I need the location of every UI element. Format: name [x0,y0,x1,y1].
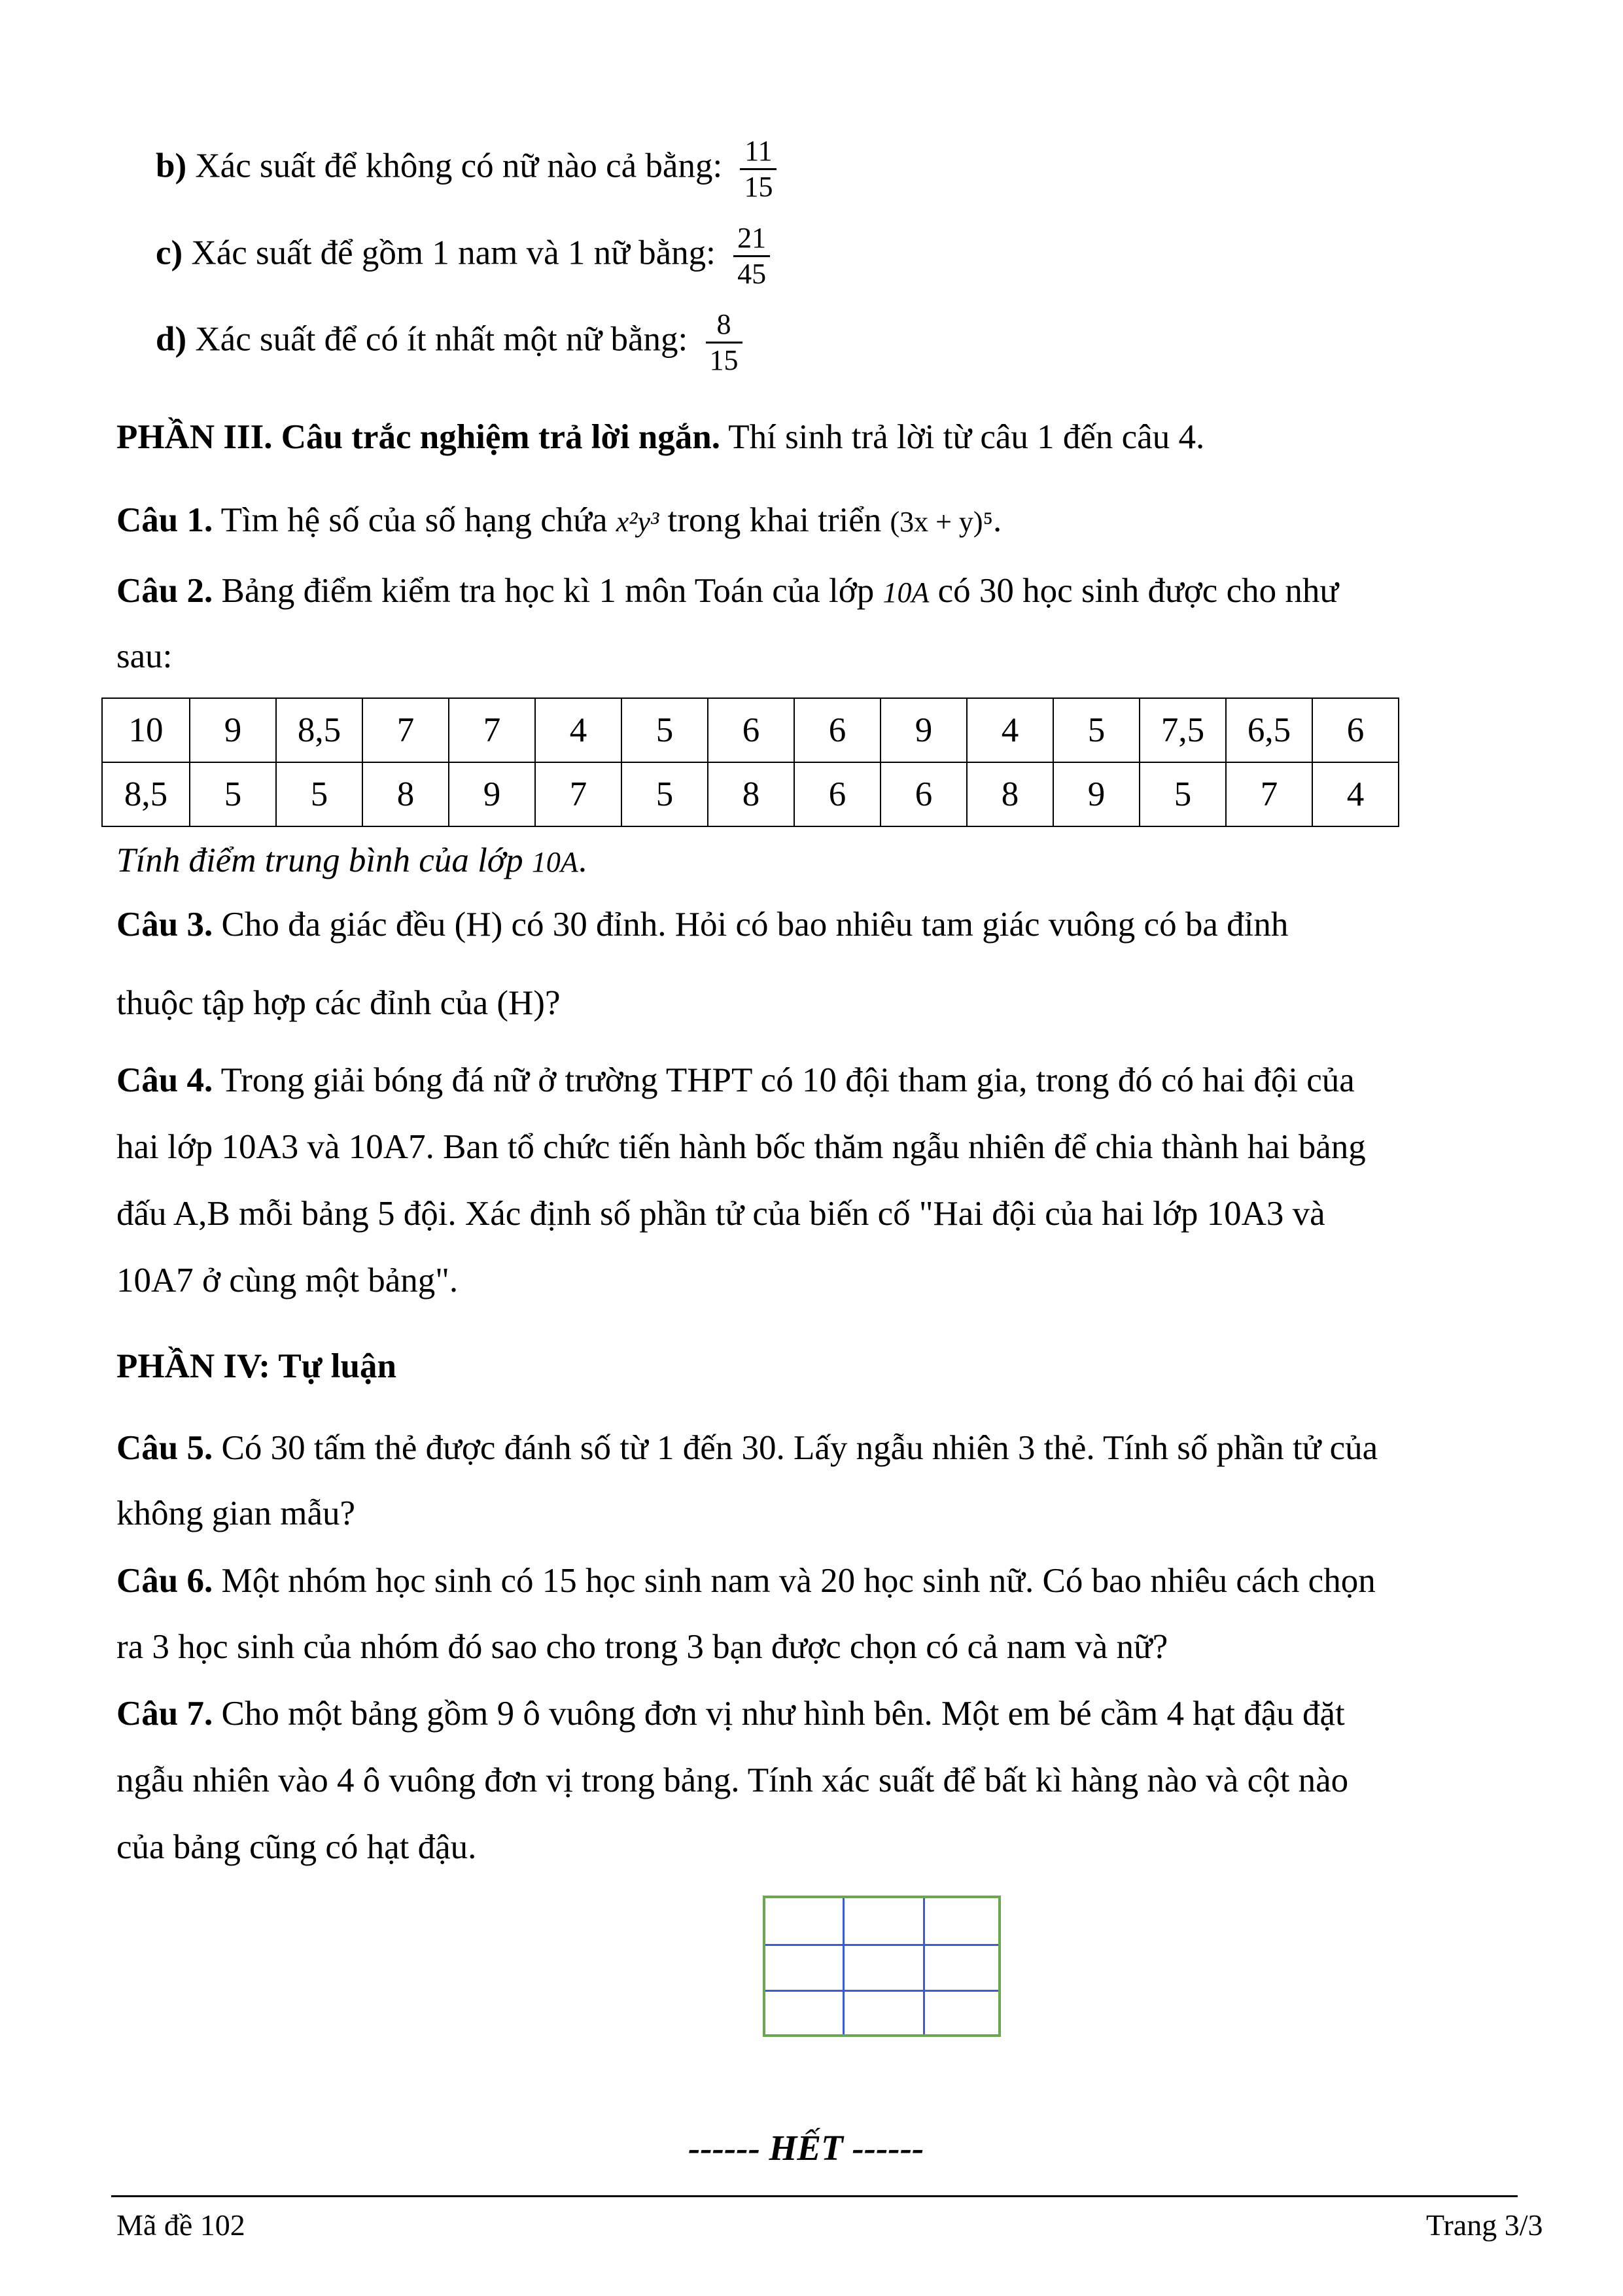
question-2 [116,569,1338,614]
question-text: có 30 học sinh được cho như [937,572,1339,610]
table-cell: 5 [621,698,708,762]
answer-d-text: Xác suất để có ít nhất một nữ bằng: [195,320,688,359]
fraction-denominator: 15 [706,342,742,378]
question-7 [116,1692,1345,1735]
question-text: Có 30 tấm thẻ được đánh số từ 1 đến 30. Lấy ngẫu nhiên 3 thẻ. Tính số phần tử của [221,1429,1378,1467]
table-cell: 6 [881,762,967,826]
fraction-denominator: 45 [733,255,770,291]
math-term: x²y³ [616,506,659,538]
table-cell: 8 [362,762,449,826]
question-label: Câu 3. [116,906,213,944]
table-cell: 7 [362,698,449,762]
grid-line [843,1898,845,2034]
footer-page-number: Trang 3/3 [1426,2208,1543,2242]
table-cell: 6 [708,698,794,762]
answer-d-fraction [706,308,742,378]
question-6-line2: ra 3 học sinh của nhóm đó sao cho trong 3 bạn được chọn có cả nam và nữ? [116,1628,1168,1666]
table-row [102,698,1399,762]
table-cell: 10 [102,698,190,762]
table-cell: 5 [190,762,276,826]
table-cell: 8 [708,762,794,826]
question-3-line2: thuộc tập hợp các đỉnh của (H)? [116,984,561,1022]
table-cell: 6 [794,698,881,762]
fraction-numerator: 11 [744,135,773,167]
table-cell: 5 [1053,698,1140,762]
grid-line [765,1990,998,1992]
question-label: Câu 1. [116,501,213,539]
question-4-line2: hai lớp 10A3 và 10A7. Ban tổ chức tiến hành bốc thăm ngẫu nhiên để chia thành hai bảng [116,1128,1366,1166]
question-2-cont: sau: [116,637,173,675]
table-cell: 5 [621,762,708,826]
question-5-line2: không gian mẫu? [116,1494,356,1532]
part4-title: PHẦN IV: Tự luận [116,1347,396,1385]
question-label: Câu 7. [116,1695,213,1733]
part3-instruction: Thí sinh trả lời từ câu 1 đến câu 4. [728,418,1205,456]
answer-b [156,134,777,204]
question-label: Câu 2. [116,572,213,610]
table-cell: 8 [967,762,1053,826]
fraction-numerator: 21 [737,222,767,254]
table-cell: 9 [881,698,967,762]
table-cell: 6 [1312,698,1399,762]
question-3 [116,903,1288,946]
answer-c-fraction [733,221,770,291]
table-cell: 9 [190,698,276,762]
math-class: 10A [882,576,930,609]
answer-b-text: Xác suất để không có nữ nào cả bằng: [195,147,723,185]
question-label: Câu 4. [116,1061,213,1099]
fraction-numerator: 8 [716,308,731,340]
part3-title: PHẦN III. Câu trắc nghiệm trả lời ngắn. [116,418,720,456]
answer-d [156,308,742,378]
question-7-line3: của bảng cũng có hạt đậu. [116,1828,477,1866]
table-cell: 7,5 [1140,698,1226,762]
table-cell: 6,5 [1226,698,1312,762]
question-text: Tính điểm trung bình của lớp [116,841,523,879]
question-4-line3: đấu A,B mỗi bảng 5 đội. Xác định số phần tử của biến cố "Hai đội của hai lớp 10A3 và [116,1195,1325,1233]
question-label: Câu 6. [116,1562,213,1600]
footer-exam-code: Mã đề 102 [116,2208,245,2242]
grid-line [765,1944,998,1946]
question-1 [116,499,1002,544]
score-table [101,698,1399,827]
table-cell: 4 [967,698,1053,762]
math-class: 10A [531,846,578,878]
question-text: Bảng điểm kiểm tra học kì 1 môn Toán của lớp [221,572,875,610]
question-text: Cho đa giác đều (H) có 30 đỉnh. Hỏi có bao nhiêu tam giác vuông có ba đỉnh [221,906,1289,944]
answer-b-label: b) [156,147,187,185]
table-cell: 7 [1226,762,1312,826]
table-cell: 8,5 [276,698,362,762]
table-row [102,762,1399,826]
math-expression: (3x + y)⁵ [890,506,993,538]
answer-c-label: c) [156,234,183,272]
table-cell: 4 [1312,762,1399,826]
footer-rule [111,2195,1518,2197]
answer-c [156,221,770,291]
fraction-denominator: 15 [740,168,777,204]
answer-d-label: d) [156,320,187,359]
table-cell: 7 [449,698,535,762]
question-6 [116,1559,1376,1602]
question-label: Câu 5. [116,1429,213,1467]
part3-heading [116,415,1204,459]
answer-c-text: Xác suất để gồm 1 nam và 1 nữ bằng: [191,234,716,272]
table-cell: 5 [1140,762,1226,826]
punctuation: . [578,841,587,879]
answer-b-fraction [740,134,777,204]
question-text: Tìm hệ số của số hạng chứa [220,501,608,539]
question-4-line4: 10A7 ở cùng một bảng". [116,1262,459,1299]
question-text: Cho một bảng gồm 9 ô vuông đơn vị như hình bên. Một em bé cầm 4 hạt đậu đặt [221,1695,1345,1733]
table-cell: 5 [276,762,362,826]
question-text: Một nhóm học sinh có 15 học sinh nam và 20 học sinh nữ. Có bao nhiêu cách chọn [221,1562,1376,1600]
table-cell: 9 [449,762,535,826]
table-cell: 8,5 [102,762,190,826]
question-text: Trong giải bóng đá nữ ở trường THPT có 10 đội tham gia, trong đó có hai đội của [220,1061,1355,1099]
question-7-line2: ngẫu nhiên vào 4 ô vuông đơn vị trong bảng. Tính xác suất để bất kì hàng nào và cột nào [116,1761,1349,1799]
question-text: trong khai triển [667,501,882,539]
table-cell: 4 [535,698,621,762]
table-cell: 7 [535,762,621,826]
question-2-after [116,839,587,884]
end-mark: ------ HẾT ------ [688,2128,924,2168]
question-5 [116,1426,1378,1470]
grid-line [923,1898,925,2034]
punctuation: . [992,501,1002,539]
question-4 [116,1059,1355,1102]
table-cell: 6 [794,762,881,826]
grid-figure [763,1896,1001,2037]
table-cell: 9 [1053,762,1140,826]
